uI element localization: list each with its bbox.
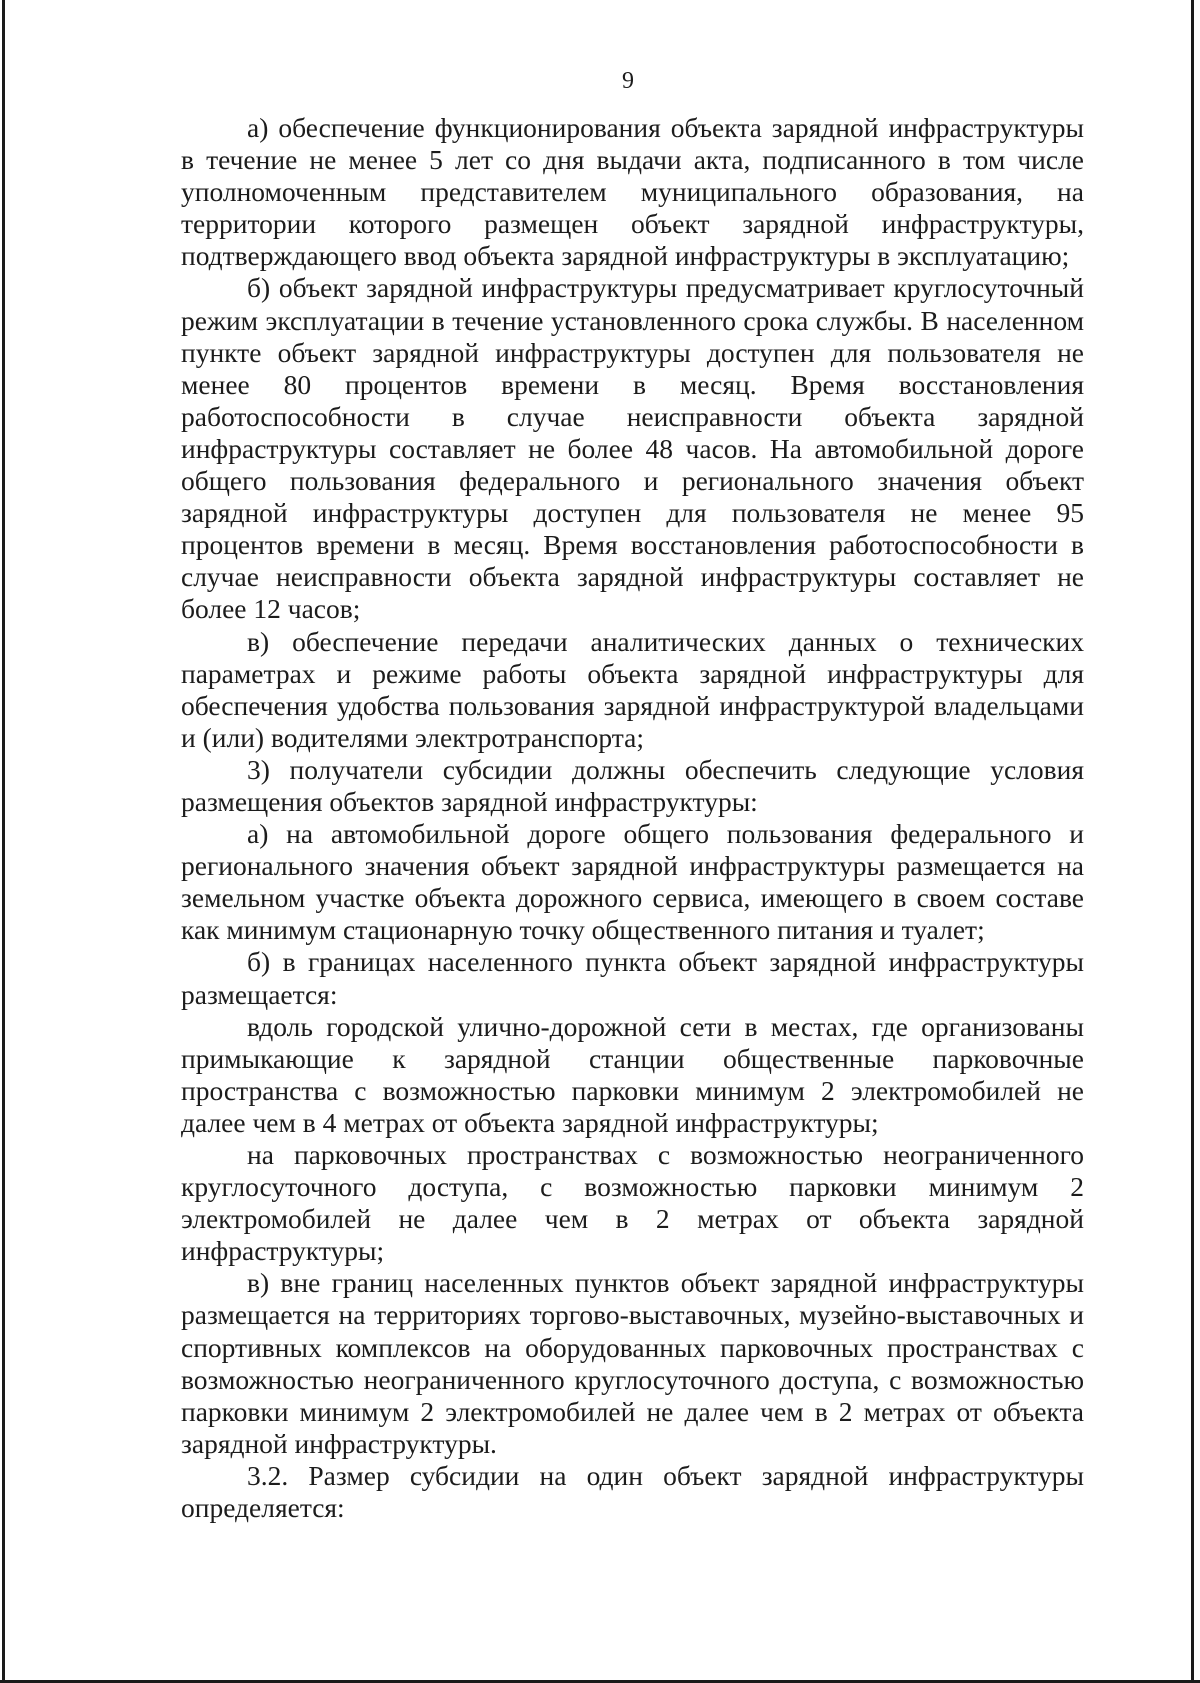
paragraph-parking-spaces: на парковочных пространствах с возможностью неограниченного круглосуточного доступа, с возможностью парковки минимум 2 электромобилей не далее чем в 2 метрах от объекта зарядной инфраструктуры;: [181, 1139, 1084, 1267]
paragraph-b-settlement: б) в границах населенного пункта объект зарядной инфраструктуры размещается:: [181, 946, 1084, 1010]
paragraph-3-2-subsidy-size: 3.2. Размер субсидии на один объект зарядной инфраструктуры определяется:: [181, 1459, 1084, 1524]
paragraph-v-outside-settlements: в) вне границ населенных пунктов объект зарядной инфраструктуры размещается на территориях торгово-выставочных, музейно-выставочных и спортивных комплексов на оборудованных парковочных пространствах с возможностью неограниченного круглосуточного доступа, с возможностью парковки минимум 2 электромобилей не далее чем в 2 метрах от объекта зарядной инфраструктуры.: [181, 1267, 1084, 1459]
paragraph-3-placement-conditions: 3) получатели субсидии должны обеспечить следующие условия размещения объектов зарядной инфраструктуры:: [181, 753, 1084, 817]
paragraph-v-analytics: в) обеспечение передачи аналитических данных о технических параметрах и режиме работы объекта зарядной инфраструктуры для обеспечения удобства пользования зарядной инфраструктурой владельцами и (или) водителями электротранспорта;: [181, 625, 1084, 753]
paragraph-a-functioning: а) обеспечение функционирования объекта зарядной инфраструктуры в течение не менее 5 лет со дня выдачи акта, подписанного в том числе уполномоченным представителем муниципального образования, на территории которого размещен объект зарядной инфраструктуры, подтверждающего ввод объекта зарядной инфраструктуры в эксплуатацию;: [181, 112, 1084, 272]
paragraph-b-operation-mode: б) объект зарядной инфраструктуры предусматривает круглосуточный режим эксплуатации в течение установленного срока службы. В населенном пункте объект зарядной инфраструктуры доступен для пользователя не менее 80 процентов времени в месяц. Время восстановления работоспособности в случае неисправности объекта зарядной инфраструктуры составляет не более 48 часов. На автомобильной дороге общего пользования федерального и регионального значения объект зарядной инфраструктуры доступен для пользователя не менее 95 процентов времени в месяц. Время восстановления работоспособности в случае неисправности объекта зарядной инфраструктуры составляет не более 12 часов;: [181, 272, 1084, 625]
document-body: [181, 112, 1084, 1524]
scan-right-edge: [1191, 0, 1194, 1683]
paragraph-a-highway: а) на автомобильной дороге общего пользования федерального и регионального значения объект зарядной инфраструктуры размещается на земельном участке объекта дорожного сервиса, имеющего в своем составе как минимум стационарную точку общественного питания и туалет;: [181, 818, 1084, 946]
scan-left-edge: [2, 0, 5, 1683]
page-number: 9: [622, 68, 634, 94]
paragraph-street-network: вдоль городской улично-дорожной сети в местах, где организованы примыкающие к зарядной станции общественные парковочные пространства с возможностью парковки минимум 2 электромобилей не далее чем в 4 метрах от объекта зарядной инфраструктуры;: [181, 1010, 1084, 1138]
